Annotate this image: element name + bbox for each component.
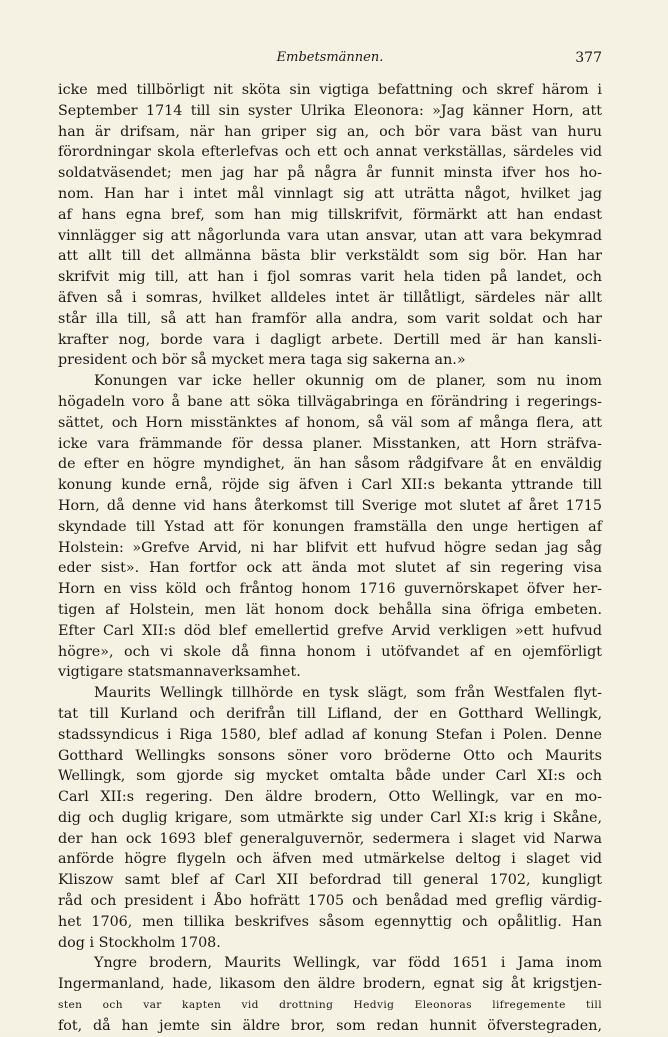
text-line: het 1706, men tillika beskrifves såsom egennyttig och opålitlig. Han	[58, 913, 602, 930]
text-line: skrifvit mig till, att han i fjol somras varit hela tiden på landet, och	[58, 269, 602, 286]
text-line: anförde högre flygeln och äfven med utmärkelse deltog i slaget vid	[58, 851, 602, 868]
text-line: September 1714 till sin syster Ulrika Eleonora: »Jag känner Horn, att	[58, 102, 602, 119]
text-line: Horn, då denne vid hans återkomst till Sverige mot slutet af året 1715	[58, 497, 602, 514]
text-line: president och bör så mycket mera taga sig sakerna an.»	[58, 352, 466, 369]
text-line: Yngre brodern, Maurits Wellingk, var född 1651 i Jama inom	[94, 955, 602, 972]
text-line: råd och president i Åbo hofrätt 1705 och benådad med greflig värdig-	[58, 893, 602, 910]
text-line: står illa till, så att han framför alla andra, som varit soldat och har	[58, 310, 602, 327]
body-text	[58, 80, 602, 1037]
text-line: Horn en viss köld och fråntog honom 1716 guvernörskapet öfver her-	[58, 581, 602, 598]
text-line: högre», och vi skole då finna honom i utöfvandet af en ojemförligt	[58, 643, 602, 660]
text-line: han är drifsam, när han griper sig an, och bör vara bäst van huru	[58, 123, 602, 140]
text-line: soldatväsendet; men jag har på några år funnit minsta ifver hos ho-	[58, 165, 602, 182]
text-line: Gotthard Wellingks sonsons söner voro bröderne Otto och Maurits	[58, 747, 602, 764]
text-line: der han ock 1693 blef generalguvernör, sedermera i slaget vid Narwa	[58, 830, 602, 847]
text-line: stadssyndicus i Riga 1580, blef adlad af konung Stefan i Polen. Denne	[58, 726, 602, 743]
text-line: Carl XII:s regering. Den äldre brodern, Otto Wellingk, var en mo-	[58, 789, 602, 806]
text-line: af hans egna bref, som han mig tillskrifvit, förmärkt att han endast	[58, 206, 602, 223]
text-line: äfven så i somras, hvilket alldeles intet är tillåtligt, särdeles när allt	[58, 289, 602, 306]
text-line: Ingermanland, hade, likasom den äldre brodern, egnat sig åt krigstjen-	[58, 976, 602, 993]
text-line: dig och duglig krigare, som utmärkte sig under Carl XI:s krig i Skåne,	[58, 809, 602, 826]
text-line: krafter nog, borde vara i dagligt arbete. Dertill med är han kansli-	[58, 331, 602, 348]
text-line: fot, då han jemte sin äldre bror, som redan hunnit öfverstegraden,	[58, 1017, 602, 1034]
text-line: Konungen var icke heller okunnig om de planer, som nu inom	[94, 373, 602, 390]
text-line: konung kunde ernå, röjde sig äfven i Carl XII:s bekanta yttrande till	[58, 477, 602, 494]
text-line: Efter Carl XII:s död blef emellertid grefve Arvid verkligen »ett hufvud	[58, 622, 602, 639]
text-line: eder sist». Han fortfor ock att ända mot slutet af sin regering visa	[58, 560, 602, 577]
text-line: dog i Stockholm 1708.	[58, 934, 221, 951]
text-line: högadeln voro å bane att söka tillvägabringa en förändring i regerings-	[58, 393, 602, 410]
text-line: vigtigare statsmannaverksamhet.	[58, 664, 301, 681]
running-head	[58, 50, 602, 70]
text-line: förordningar skola efterlefvas och ett och annat verkställas, särdeles vid	[58, 144, 602, 161]
text-line: sten och var kapten vid drottning Hedvig Eleonoras lifregemente till	[58, 999, 602, 1012]
text-line: att allt till det allmänna bästa blir verkstäldt som sig bör. Han har	[58, 248, 602, 265]
text-line: tigen af Holstein, men lät honom dock behålla sina öfriga embeten.	[58, 601, 602, 618]
text-line: icke med tillbörligt nit sköta sin vigtiga befattning och skref härom i	[58, 82, 602, 98]
text-line: tat till Kurland och derifrån till Lifland, der en Gotthard Wellingk,	[58, 705, 602, 722]
page-number: 377	[575, 50, 602, 66]
text-line: icke vara främmande för dessa planer. Misstanken, att Horn sträfva-	[58, 435, 602, 452]
text-line: Maurits Wellingk tillhörde en tysk slägt, som från Westfalen flyt-	[94, 685, 602, 702]
text-line: Kliszow samt blef af Carl XII befordrad till general 1702, kungligt	[58, 872, 602, 889]
text-line: skyndade till Ystad att för konungen framställa den unge hertigen af	[58, 518, 602, 535]
text-line: de efter en högre myndighet, än han såsom rådgifvare åt en enväldig	[58, 456, 602, 473]
text-line: nom. Han har i intet mål vinnlagt sig att uträtta något, hvilket jag	[58, 185, 602, 202]
text-line: Holstein: »Grefve Arvid, ni har blifvit ett hufvud högre sedan jag såg	[58, 539, 602, 556]
text-line: vinnlägger sig att någorlunda vara utan ansvar, utan att vara bekymrad	[58, 227, 602, 244]
running-title: Embetsmännen.	[276, 50, 384, 65]
text-line: Wellingk, som gjorde sig mycket omtalta både under Carl XI:s och	[58, 768, 602, 785]
text-line: sättet, och Horn misstänktes af honom, så väl som af många flera, att	[58, 414, 602, 431]
